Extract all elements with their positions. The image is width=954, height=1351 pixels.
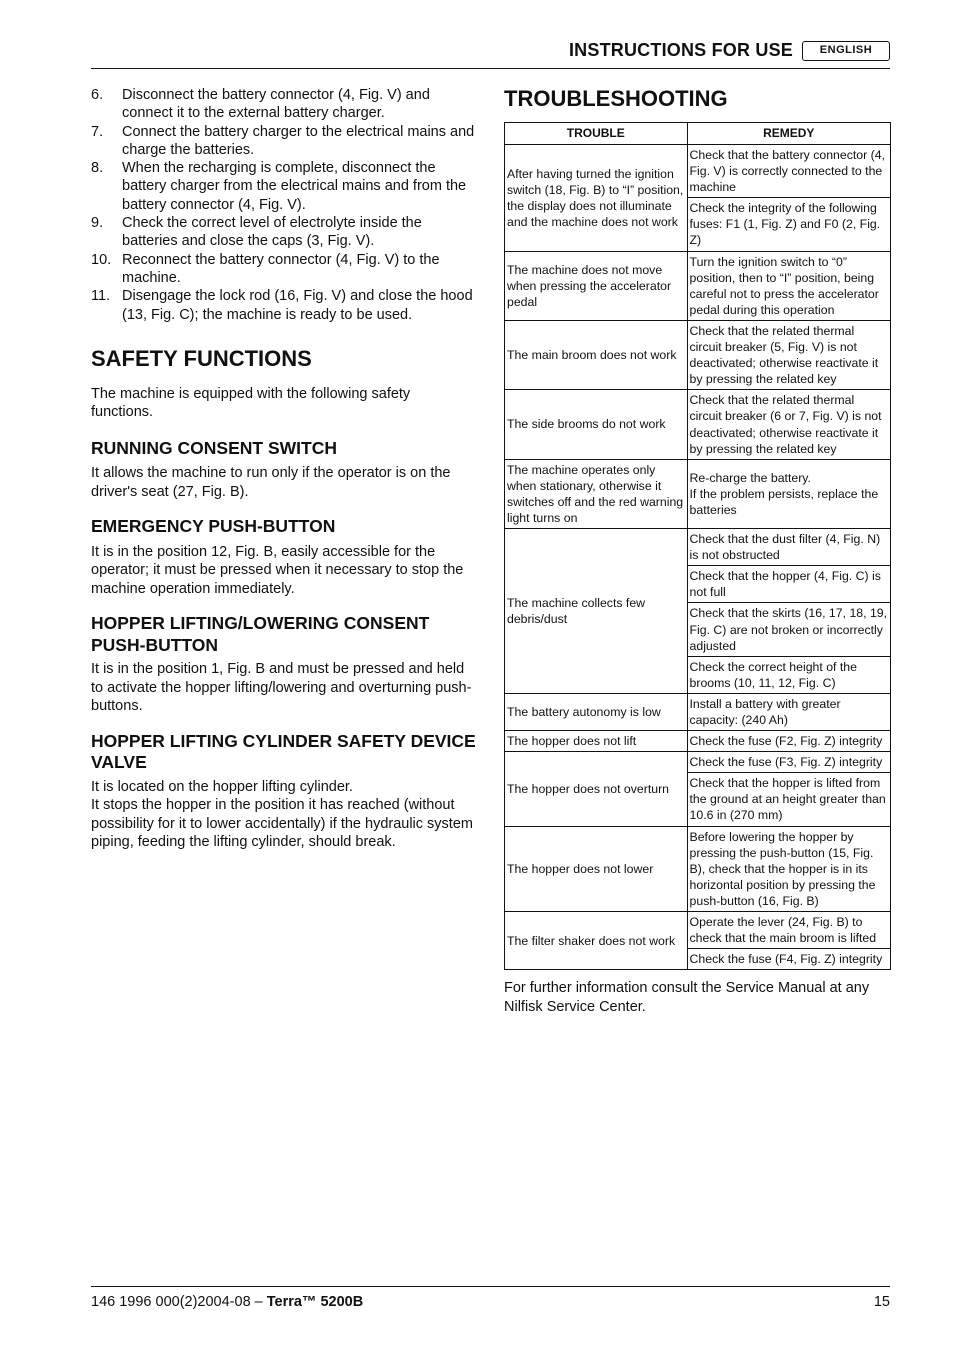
page-footer: [91, 1286, 890, 1317]
step-number: 8.: [91, 160, 104, 177]
remedy-cell: Check that the dust filter (4, Fig. N) is not obstructed: [687, 529, 890, 566]
column-header-trouble: TROUBLE: [505, 123, 688, 145]
section-text: It is in the position 12, Fig. B, easily accessible for the operator; it must be pressed when it necessary to stop the machine operation immediately.: [91, 543, 464, 597]
trouble-cell: After having turned the ignition switch (18, Fig. B) to “I” position, the display does not illuminate and the machine does not work: [505, 145, 688, 252]
table-row: [505, 826, 891, 911]
remedy-cell: Install a battery with greater capacity: (240 Ah): [687, 693, 890, 730]
remedy-cell: Check the fuse (F4, Fig. Z) integrity: [687, 949, 890, 970]
step-item: [91, 214, 476, 251]
table-row: [505, 912, 891, 949]
table-row: [505, 693, 891, 730]
step-item: [91, 159, 476, 214]
document-code: 146 1996 000(2)2004-08 –: [91, 1294, 267, 1310]
step-number: 10.: [91, 251, 112, 268]
safety-intro: The machine is equipped with the following safety functions.: [91, 385, 411, 421]
step-text: Connect the battery charger to the electrical mains and charge the batteries.: [122, 123, 475, 158]
language-badge: ENGLISH: [802, 41, 890, 61]
table-row: [505, 731, 891, 752]
table-row: [505, 752, 891, 773]
trouble-cell: The hopper does not lift: [505, 731, 688, 752]
table-header-row: [505, 123, 891, 145]
trouble-cell: The main broom does not work: [505, 320, 688, 389]
trouble-cell: The machine collects few debris/dust: [505, 529, 688, 694]
step-text: Check the correct level of electrolyte inside the batteries and close the caps (3, Fig. V).: [122, 215, 422, 250]
remedy-cell: Check that the related thermal circuit breaker (5, Fig. V) is not deactivated; otherwise reactivate it by pressing the related key: [687, 320, 890, 389]
remedy-cell: Check that the hopper is lifted from the ground at an height greater than 10.6 in (270 mm): [687, 773, 890, 826]
remedy-cell: Turn the ignition switch to “0” position, then to “I” position, being careful not to press the accelerator pedal during this operation: [687, 251, 890, 320]
remedy-cell: Check that the battery connector (4, Fig. V) is correctly connected to the machine: [687, 145, 890, 198]
remedy-cell: Check the integrity of the following fuses: F1 (1, Fig. Z) and F0 (2, Fig. Z): [687, 198, 890, 251]
step-text: Disengage the lock rod (16, Fig. V) and close the hood (13, Fig. C); the machine is ready to be used.: [122, 288, 473, 323]
table-row: [505, 390, 891, 459]
section-title: EMERGENCY PUSH-BUTTON: [91, 516, 336, 537]
troubleshooting-footnote: For further information consult the Service Manual at any Nilfisk Service Center.: [504, 980, 870, 1015]
remedy-cell: Check that the related thermal circuit breaker (6 or 7, Fig. V) is not deactivated; otherwise reactivate it by pressing the related key: [687, 390, 890, 459]
remedy-cell: Re-charge the battery. If the problem persists, replace the batteries: [687, 459, 890, 528]
header-title: INSTRUCTIONS FOR USE: [568, 40, 793, 60]
remedy-cell: Check the correct height of the brooms (10, 11, 12, Fig. C): [687, 656, 890, 693]
section-text: It is located on the hopper lifting cylinder.: [91, 778, 353, 795]
remedy-cell: Check that the hopper (4, Fig. C) is not full: [687, 566, 890, 603]
step-text: Disconnect the battery connector (4, Fig. V) and connect it to the external battery charger.: [122, 87, 430, 122]
section-title: RUNNING CONSENT SWITCH: [91, 437, 337, 458]
section-title: HOPPER LIFTING/LOWERING CONSENT PUSH-BUTTON: [91, 613, 430, 655]
page-number: 15: [873, 1294, 890, 1310]
section-text: It stops the hopper in the position it has reached (without possibility for it to lower accidentally) if the hydraulic system piping, feeding the lifting cylinder, should break.: [91, 797, 473, 851]
step-number: 11.: [91, 288, 111, 305]
troubleshooting-title: TROUBLESHOOTING: [504, 86, 728, 111]
troubleshooting-table: [504, 122, 891, 970]
trouble-cell: The side brooms do not work: [505, 390, 688, 459]
trouble-cell: The machine operates only when stationary, otherwise it switches off and the red warning light turns on: [505, 459, 688, 528]
safety-functions-title: SAFETY FUNCTIONS: [91, 345, 312, 371]
table-row: [505, 320, 891, 389]
remedy-cell: Before lowering the hopper by pressing the push-button (15, Fig. B), check that the hopper is in its horizontal position by pressing the push-button (16, Fig. B): [687, 826, 890, 911]
trouble-cell: The machine does not move when pressing the accelerator pedal: [505, 251, 688, 320]
procedure-steps: [91, 86, 476, 324]
step-item: [91, 287, 476, 324]
section-text: It allows the machine to run only if the operator is on the driver's seat (27, Fig. B).: [91, 465, 451, 500]
product-name: Terra™ 5200B: [266, 1294, 364, 1310]
step-number: 7.: [91, 123, 104, 140]
step-text: When the recharging is complete, disconnect the battery charger from the electrical mains and from the battery connector (4, Fig. V).: [122, 160, 467, 213]
left-column: [91, 86, 476, 852]
remedy-cell: Check that the skirts (16, 17, 18, 19, Fig. C) are not broken or incorrectly adjusted: [687, 603, 890, 656]
table-row: [505, 145, 891, 198]
page-header: [91, 38, 890, 69]
remedy-cell: Operate the lever (24, Fig. B) to check that the main broom is lifted: [687, 912, 890, 949]
remedy-cell: Check the fuse (F2, Fig. Z) integrity: [687, 731, 890, 752]
column-header-remedy: REMEDY: [687, 123, 890, 145]
step-number: 6.: [91, 87, 104, 103]
step-number: 9.: [91, 215, 104, 232]
section-title: HOPPER LIFTING CYLINDER SAFETY DEVICE VALVE: [91, 730, 476, 773]
table-row: [505, 529, 891, 566]
section-text: It is in the position 1, Fig. B and must be pressed and held to activate the hopper lifting/lowering and overturning push-buttons.: [91, 661, 472, 715]
step-item: [91, 123, 476, 160]
step-item: [91, 251, 476, 288]
trouble-cell: The hopper does not overturn: [505, 752, 688, 826]
remedy-cell: Check the fuse (F3, Fig. Z) integrity: [687, 752, 890, 773]
trouble-cell: The hopper does not lower: [505, 826, 688, 911]
footer-document-code: [91, 1294, 363, 1310]
step-item: [91, 86, 476, 123]
table-row: [505, 251, 891, 320]
right-column: [504, 86, 891, 1016]
table-row: [505, 459, 891, 528]
trouble-cell: The battery autonomy is low: [505, 693, 688, 730]
step-text: Reconnect the battery connector (4, Fig. V) to the machine.: [122, 251, 440, 286]
trouble-cell: The filter shaker does not work: [505, 912, 688, 970]
